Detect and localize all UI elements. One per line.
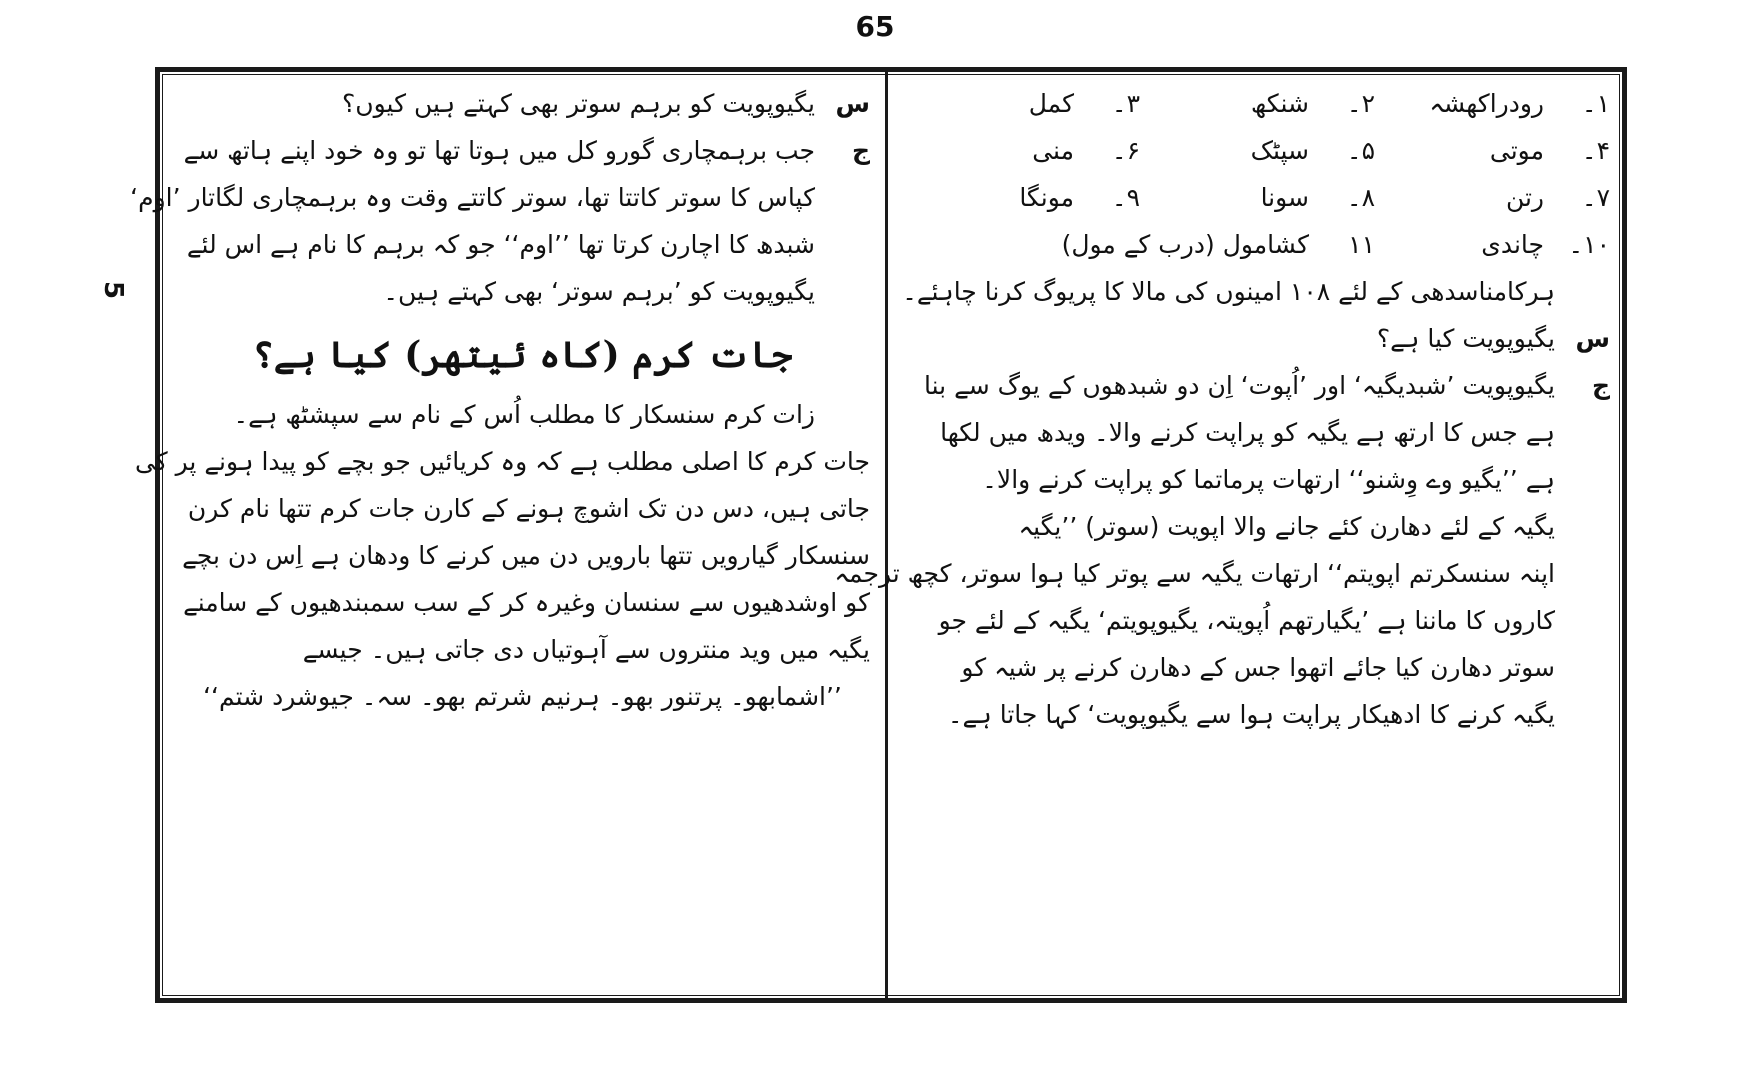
list-item-name: سونا [1260, 183, 1309, 212]
list-item-number: ۹۔ [1111, 183, 1140, 212]
answer-line: کپاس کا سوتر کاتتا تھا، سوتر کاتتے وقت وہ برہمچاری لگاتار ’اوم‘ [130, 183, 815, 212]
list-item-number: ۴۔ [1581, 136, 1610, 165]
answer-line-row [900, 597, 1610, 644]
list-item-name: موتی [1489, 136, 1544, 165]
right-column [834, 80, 1610, 738]
question-text: یگیوپویت کو برہم سوتر بھی کہتے ہیں کیوں؟ [342, 89, 815, 118]
answer-row [175, 127, 870, 174]
paragraph-line-row [175, 579, 870, 626]
left-column [130, 80, 870, 720]
answer-line: یگیوپویت ’شبدیگیہ‘ اور ’اُپوت‘ اِن دو شبدھوں کے یوگ سے بنا [924, 371, 1555, 400]
answer-line-row [834, 550, 1610, 597]
list-item [1375, 80, 1610, 127]
item-list [900, 80, 1610, 268]
paragraph-line: جات کرم کا اصلی مطلب ہے کہ وہ کریائیں جو بچے کو پیدا ہونے پر کی [134, 447, 870, 476]
list-item-number: ۱۰۔ [1568, 230, 1610, 259]
answer-line-row [900, 644, 1610, 691]
mala-note [900, 268, 1610, 315]
answer-line: اپنہ سنسکرتم اپویتم‘‘ ارتھات یگیہ سے پوتر کیا ہوا سوتر، کچھ ترجمہ [834, 559, 1555, 588]
list-item-name: سپٹک [1250, 136, 1309, 165]
list-item-name: رتن [1505, 183, 1544, 212]
answer-marker: ج [851, 136, 870, 165]
list-item [1375, 127, 1610, 174]
verse-line: ’’اشمابھو۔ پرتنور بھو۔ ہرنیم شرتم بھو۔ سہ۔ جیوشرد شتم‘‘ [203, 682, 842, 711]
answer-line: کاروں کا ماننا ہے ’یگیارتھم اُپویتہ، یگیوپویتم‘ یگیہ کے لئے جو [938, 606, 1555, 635]
list-item [1375, 174, 1610, 221]
paragraph-line: کو اوشدھیوں سے سنسان وغیرہ کر کے سب سمبندھیوں کے سامنے [183, 588, 870, 617]
answer-line: ہے ’’یگیو وے وِشنو‘‘ ارتھات پرماتما کو پراپت کرنے والا۔ [982, 465, 1555, 494]
list-item [905, 80, 1140, 127]
question-row [900, 315, 1610, 362]
question-row [175, 80, 870, 127]
list-item-name: منی [1032, 136, 1074, 165]
answer-marker: ج [1591, 371, 1610, 400]
list-item-number: ۷۔ [1581, 183, 1610, 212]
list-item [905, 174, 1140, 221]
list-item-number: ۱۔ [1581, 89, 1610, 118]
list-item-number: ۵۔ [1346, 136, 1375, 165]
intro-line [175, 391, 870, 438]
paragraph-line-row [175, 485, 870, 532]
side-page-mark: 5 [98, 280, 129, 300]
list-item [1140, 80, 1375, 127]
answer-line-row [900, 456, 1610, 503]
list-item-name: کشامول (درب کے مول) [1061, 230, 1309, 259]
paragraph-line-row [175, 626, 870, 673]
answer-line: یگیوپویت کو ’برہم سوتر‘ بھی کہتے ہیں۔ [383, 277, 815, 306]
answer-line: شبدھ کا اچارن کرتا تھا ’’اوم‘‘ جو کہ برہم کا نام ہے اس لئے [186, 230, 815, 259]
list-item-name: کمل [1028, 89, 1074, 118]
answer-line-row [175, 268, 870, 315]
answer-line-row [900, 691, 1610, 738]
answer-line: ہے جس کا ارتھ ہے یگیہ کو پراپت کرنے والا۔ ویدھ میں لکھا [940, 418, 1555, 447]
list-item [905, 127, 1140, 174]
answer-line: جب برہمچاری گورو کل میں ہوتا تھا تو وہ خود اپنے ہاتھ سے [183, 136, 815, 165]
paragraph-line-row [175, 532, 870, 579]
column-divider [885, 70, 888, 998]
list-item-name: مونگا [1019, 183, 1074, 212]
paragraph-line: جاتی ہیں، دس دن تک اشوچ ہونے کے کارن جات کرم تتھا نام کرن [187, 494, 870, 523]
question-marker: س [1575, 324, 1610, 353]
list-item-number: ۱۱ [1348, 230, 1375, 259]
section-heading: جات کرم (کاہ ئیتھر) کیا ہے؟ [252, 334, 793, 376]
list-item-number: ۶۔ [1111, 136, 1140, 165]
answer-line: یگیہ کے لئے دھارن کئے جانے والا اپویت (سوتر) ’’یگیہ [1018, 512, 1555, 541]
list-item-number: ۳۔ [1111, 89, 1140, 118]
answer-line: سوتر دھارن کیا جائے اتھوا جس کے دھارن کرنے پر شیہ کو [961, 653, 1555, 682]
list-item [1140, 127, 1375, 174]
list-item-number: ۲۔ [1346, 89, 1375, 118]
mala-note-text: ہرکامناسدھی کے لئے ۱۰۸ امینوں کی مالا کا پریوگ کرنا چاہئے۔ [902, 277, 1555, 306]
list-item-name: چاندی [1481, 230, 1544, 259]
page-number: 65 [855, 10, 895, 43]
list-item-name: شنکھ [1250, 89, 1309, 118]
paragraph-line: سنسکار گیارویں تتھا بارویں دن میں کرنے کا ودھان ہے اِس دن بچے [182, 541, 870, 570]
list-item [905, 221, 1375, 268]
paragraph-line: یگیہ میں وید منتروں سے آہوتیاں دی جاتی ہیں۔ جیسے [302, 635, 870, 664]
answer-line: یگیہ کرنے کا ادھیکار پراپت ہوا سے یگیوپویت‘ کہا جاتا ہے۔ [947, 700, 1555, 729]
paragraph-line-row [134, 438, 870, 485]
list-item [1375, 221, 1610, 268]
answer-line-row [175, 221, 870, 268]
answer-line-row [130, 174, 870, 221]
list-item [1140, 174, 1375, 221]
question-marker: س [835, 89, 870, 118]
question-text: یگیوپویت کیا ہے؟ [1376, 324, 1555, 353]
answer-line-row [900, 409, 1610, 456]
list-item-number: ۸۔ [1346, 183, 1375, 212]
intro-text: زات کرم سنسکار کا مطلب اُس کے نام سے سپشٹھ ہے۔ [233, 400, 815, 429]
answer-line-row [900, 503, 1610, 550]
answer-row [900, 362, 1610, 409]
list-item-name: رودراکھشہ [1429, 89, 1544, 118]
